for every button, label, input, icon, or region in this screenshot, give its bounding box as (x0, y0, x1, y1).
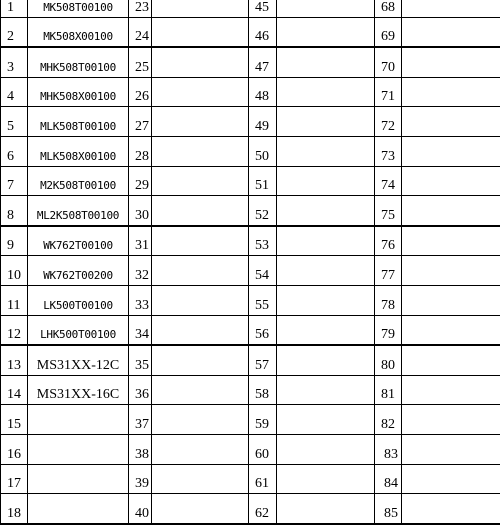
row-number-cell[interactable]: 4 (1, 77, 28, 107)
empty-cell[interactable] (152, 375, 249, 405)
row-number-cell[interactable]: 3 (1, 47, 28, 77)
empty-cell[interactable] (152, 77, 249, 107)
number-cell-col4[interactable]: 73 (375, 136, 402, 166)
model-code-cell[interactable]: WK762T00100 (28, 226, 129, 256)
number-cell-col2[interactable]: 27 (129, 107, 152, 137)
empty-cell[interactable] (402, 77, 500, 107)
table-row (1, 375, 500, 405)
number-cell-col2[interactable]: 30 (129, 196, 152, 226)
model-code-cell[interactable]: LK500T00100 (28, 285, 129, 315)
empty-cell[interactable] (152, 0, 249, 17)
number-cell-col2[interactable]: 34 (129, 315, 152, 345)
number-cell-col4[interactable]: 75 (375, 196, 402, 226)
empty-cell[interactable] (402, 405, 500, 435)
number-cell-col2[interactable]: 31 (129, 226, 152, 256)
number-cell-col4[interactable]: 72 (375, 107, 402, 137)
number-cell-col4[interactable]: 70 (375, 47, 402, 77)
table-row (1, 0, 500, 17)
model-code-cell[interactable]: MLK508X00100 (28, 136, 129, 166)
number-cell-col3[interactable]: 45 (249, 0, 277, 17)
empty-cell[interactable] (402, 107, 500, 137)
empty-cell[interactable] (152, 166, 249, 196)
model-code-cell[interactable]: MS31XX-12C (28, 345, 129, 375)
table-row (1, 77, 500, 107)
model-code-cell[interactable]: MHK508T00100 (28, 47, 129, 77)
empty-cell[interactable] (402, 315, 500, 345)
table-row (1, 47, 500, 77)
row-number-cell[interactable]: 5 (1, 107, 28, 137)
model-code-cell[interactable]: MLK508T00100 (28, 107, 129, 137)
table-row (1, 107, 500, 137)
table-row (1, 166, 500, 196)
number-cell-col3[interactable]: 60 (249, 434, 277, 464)
number-cell-col2[interactable]: 37 (129, 405, 152, 435)
row-number-cell[interactable]: 18 (1, 494, 28, 524)
empty-cell[interactable] (402, 226, 500, 256)
model-code-cell[interactable] (28, 405, 129, 435)
number-cell-col2[interactable]: 38 (129, 434, 152, 464)
empty-cell[interactable] (402, 196, 500, 226)
model-code-cell[interactable] (28, 464, 129, 494)
number-cell-col4[interactable]: 79 (375, 315, 402, 345)
empty-cell[interactable] (402, 494, 500, 524)
number-cell-col3[interactable]: 47 (249, 47, 277, 77)
number-cell-col2[interactable]: 25 (129, 47, 152, 77)
empty-cell[interactable] (277, 375, 375, 405)
empty-cell[interactable] (152, 494, 249, 524)
model-code-cell[interactable]: LHK500T00100 (28, 315, 129, 345)
model-code-cell[interactable]: MHK508X00100 (28, 77, 129, 107)
table-row (1, 405, 500, 435)
number-cell-col4[interactable]: 74 (375, 166, 402, 196)
row-number-cell[interactable]: 11 (1, 285, 28, 315)
number-cell-col3[interactable]: 55 (249, 285, 277, 315)
row-number-cell[interactable]: 6 (1, 136, 28, 166)
empty-cell[interactable] (152, 434, 249, 464)
empty-cell[interactable] (277, 285, 375, 315)
empty-cell[interactable] (277, 405, 375, 435)
number-cell-col2[interactable]: 40 (129, 494, 152, 524)
number-cell-col3[interactable]: 51 (249, 166, 277, 196)
number-cell-col2[interactable]: 24 (129, 17, 152, 47)
row-number-cell[interactable]: 1 (1, 0, 28, 17)
table-row (1, 17, 500, 47)
empty-cell[interactable] (152, 226, 249, 256)
number-cell-col2[interactable]: 29 (129, 166, 152, 196)
empty-cell[interactable] (402, 256, 500, 286)
empty-cell[interactable] (277, 226, 375, 256)
number-cell-col4[interactable]: 78 (375, 285, 402, 315)
row-number-cell[interactable]: 7 (1, 166, 28, 196)
number-cell-col2[interactable]: 35 (129, 345, 152, 375)
table-row (1, 345, 500, 375)
number-cell-col4[interactable]: 85 (375, 494, 402, 524)
row-number-cell[interactable]: 2 (1, 17, 28, 47)
empty-cell[interactable] (402, 0, 500, 17)
table-row (1, 285, 500, 315)
empty-cell[interactable] (277, 315, 375, 345)
empty-cell[interactable] (402, 345, 500, 375)
number-cell-col3[interactable]: 56 (249, 315, 277, 345)
number-cell-col2[interactable]: 33 (129, 285, 152, 315)
empty-cell[interactable] (402, 375, 500, 405)
empty-cell[interactable] (277, 0, 375, 17)
empty-cell[interactable] (277, 107, 375, 137)
empty-cell[interactable] (152, 315, 249, 345)
empty-cell[interactable] (402, 285, 500, 315)
model-code-cell[interactable]: MK508X00100 (28, 17, 129, 47)
number-cell-col2[interactable]: 26 (129, 77, 152, 107)
number-cell-col4[interactable]: 77 (375, 256, 402, 286)
number-cell-col3[interactable]: 46 (249, 17, 277, 47)
number-cell-col3[interactable]: 57 (249, 345, 277, 375)
empty-cell[interactable] (402, 434, 500, 464)
number-cell-col3[interactable]: 61 (249, 464, 277, 494)
number-cell-col3[interactable]: 58 (249, 375, 277, 405)
number-cell-col3[interactable]: 62 (249, 494, 277, 524)
empty-cell[interactable] (277, 166, 375, 196)
table-row (1, 494, 500, 524)
table-row (1, 136, 500, 166)
number-cell-col2[interactable]: 39 (129, 464, 152, 494)
model-code-cell[interactable]: WK762T00200 (28, 256, 129, 286)
empty-cell[interactable] (277, 17, 375, 47)
empty-cell[interactable] (402, 47, 500, 77)
model-code-cell[interactable]: MS31XX-16C (28, 375, 129, 405)
table-row (1, 315, 500, 345)
number-cell-col2[interactable]: 32 (129, 256, 152, 286)
number-cell-col4[interactable]: 81 (375, 375, 402, 405)
number-cell-col4[interactable]: 69 (375, 17, 402, 47)
model-code-cell[interactable]: M2K508T00100 (28, 166, 129, 196)
empty-cell[interactable] (402, 464, 500, 494)
empty-cell[interactable] (277, 256, 375, 286)
number-cell-col2[interactable]: 28 (129, 136, 152, 166)
empty-cell[interactable] (152, 107, 249, 137)
number-cell-col4[interactable]: 82 (375, 405, 402, 435)
empty-cell[interactable] (152, 464, 249, 494)
number-cell-col4[interactable]: 84 (375, 464, 402, 494)
empty-cell[interactable] (152, 196, 249, 226)
empty-cell[interactable] (152, 285, 249, 315)
number-cell-col3[interactable]: 53 (249, 226, 277, 256)
empty-cell[interactable] (277, 196, 375, 226)
empty-cell[interactable] (277, 345, 375, 375)
empty-cell[interactable] (152, 256, 249, 286)
table-row (1, 256, 500, 286)
number-cell-col3[interactable]: 52 (249, 196, 277, 226)
row-number-cell[interactable]: 13 (1, 345, 28, 375)
model-code-cell[interactable]: ML2K508T00100 (28, 196, 129, 226)
empty-cell[interactable] (277, 136, 375, 166)
number-cell-col4[interactable]: 83 (375, 434, 402, 464)
table-row (1, 226, 500, 256)
table-row (1, 464, 500, 494)
empty-cell[interactable] (152, 47, 249, 77)
number-cell-col4[interactable]: 71 (375, 77, 402, 107)
table-row (1, 434, 500, 464)
empty-cell[interactable] (152, 17, 249, 47)
number-cell-col3[interactable]: 48 (249, 77, 277, 107)
row-number-cell[interactable]: 12 (1, 315, 28, 345)
empty-cell[interactable] (277, 494, 375, 524)
empty-cell[interactable] (152, 345, 249, 375)
table-row (1, 196, 500, 226)
model-code-cell[interactable] (28, 494, 129, 524)
row-number-cell[interactable]: 10 (1, 256, 28, 286)
model-code-cell[interactable]: MK508T00100 (28, 0, 129, 17)
empty-cell[interactable] (277, 47, 375, 77)
number-cell-col2[interactable]: 23 (129, 0, 152, 17)
empty-cell[interactable] (277, 434, 375, 464)
row-number-cell[interactable]: 16 (1, 434, 28, 464)
number-cell-col4[interactable]: 68 (375, 0, 402, 17)
number-cell-col3[interactable]: 50 (249, 136, 277, 166)
empty-cell[interactable] (152, 136, 249, 166)
row-number-cell[interactable]: 15 (1, 405, 28, 435)
empty-cell[interactable] (402, 166, 500, 196)
model-code-cell[interactable] (28, 434, 129, 464)
empty-cell[interactable] (277, 77, 375, 107)
empty-cell[interactable] (152, 405, 249, 435)
empty-cell[interactable] (277, 464, 375, 494)
row-number-cell[interactable]: 8 (1, 196, 28, 226)
number-cell-col2[interactable]: 36 (129, 375, 152, 405)
number-cell-col4[interactable]: 76 (375, 226, 402, 256)
row-number-cell[interactable]: 17 (1, 464, 28, 494)
empty-cell[interactable] (402, 17, 500, 47)
number-cell-col3[interactable]: 59 (249, 405, 277, 435)
number-cell-col3[interactable]: 54 (249, 256, 277, 286)
empty-cell[interactable] (402, 136, 500, 166)
row-number-cell[interactable]: 9 (1, 226, 28, 256)
number-cell-col4[interactable]: 80 (375, 345, 402, 375)
number-cell-col3[interactable]: 49 (249, 107, 277, 137)
row-number-cell[interactable]: 14 (1, 375, 28, 405)
